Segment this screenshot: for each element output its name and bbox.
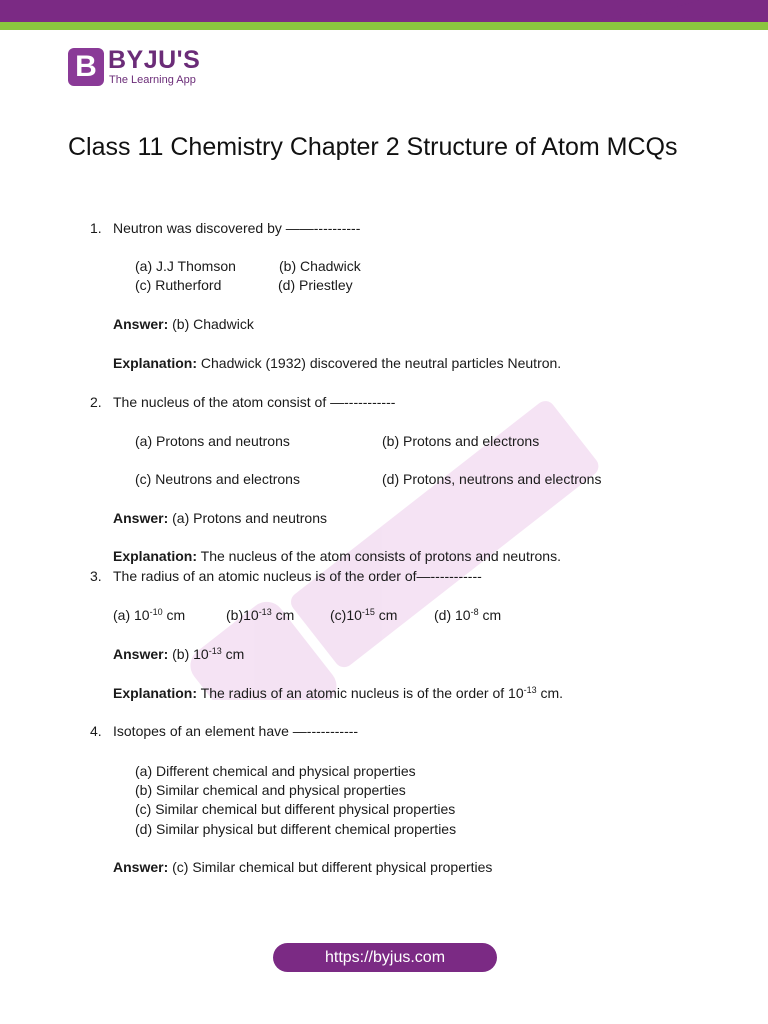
explanation-line <box>113 354 561 372</box>
explanation-line <box>113 684 563 702</box>
option-c <box>330 606 397 624</box>
question-text: The radius of an atomic nucleus is of the order of—----------- <box>113 568 482 584</box>
question-text: Isotopes of an element have —----------- <box>113 723 359 739</box>
option-d-base: (d) 10 <box>434 607 471 623</box>
option-d: (d) Similar physical but different chemical properties <box>135 821 457 837</box>
explanation-text: The radius of an atomic nucleus is of the order of 10 <box>197 685 524 701</box>
option-b <box>226 606 294 624</box>
logo-name: BYJU'S <box>108 46 201 74</box>
answer-line <box>113 315 254 333</box>
answer-label: Answer: <box>113 859 169 875</box>
option-a-base: (a) 10 <box>113 607 150 623</box>
option-a: (a) Protons and neutrons <box>135 433 290 449</box>
option-c-exponent: -15 <box>361 607 375 617</box>
footer-url-link[interactable]: https://byjus.com <box>324 949 446 966</box>
page-title: Class 11 Chemistry Chapter 2 Structure of Atom MCQs <box>68 133 678 161</box>
explanation-label: Explanation: <box>113 355 198 371</box>
option-a: (a) J.J Thomson <box>135 258 236 274</box>
option-d: (d) Priestley <box>278 277 353 293</box>
logo-letter: B <box>75 50 97 83</box>
top-decorative-bar <box>0 0 768 30</box>
answer-text: (b) Chadwick <box>168 316 254 332</box>
logo-tagline: The Learning App <box>109 74 196 86</box>
option-b-exponent: -13 <box>258 607 272 617</box>
answer-exponent: -13 <box>208 646 222 656</box>
answer-unit: cm <box>221 646 245 662</box>
question-text: Neutron was discovered by ——---------- <box>113 220 361 236</box>
option-d: (d) Protons, neutrons and electrons <box>382 471 602 487</box>
byjus-logo <box>68 46 208 90</box>
option-b: (b) Similar chemical and physical properties <box>135 782 406 798</box>
explanation-exponent: -13 <box>523 685 537 695</box>
option-c: (c) Neutrons and electrons <box>135 471 300 487</box>
option-a <box>113 606 185 624</box>
answer-text: (c) Similar chemical but different physical properties <box>168 859 493 875</box>
question-number: 1. <box>90 220 102 236</box>
answer-label: Answer: <box>113 646 169 662</box>
option-c: (c) Rutherford <box>135 277 222 293</box>
answer-line <box>113 645 244 663</box>
explanation-unit: cm. <box>536 685 564 701</box>
option-c-base: (c)10 <box>330 607 362 623</box>
question-text: The nucleus of the atom consist of —----------- <box>113 394 396 410</box>
question-number: 2. <box>90 394 102 410</box>
explanation-text: The nucleus of the atom consists of protons and neutrons. <box>197 548 561 564</box>
option-c: (c) Similar chemical but different physical properties <box>135 801 456 817</box>
option-d-unit: cm <box>478 607 502 623</box>
option-b-base: (b)10 <box>226 607 259 623</box>
answer-label: Answer: <box>113 510 169 526</box>
option-c-unit: cm <box>374 607 398 623</box>
answer-line <box>113 509 327 527</box>
option-b: (b) Chadwick <box>279 258 361 274</box>
explanation-line <box>113 547 561 565</box>
option-d <box>434 606 501 624</box>
question-number: 4. <box>90 723 102 739</box>
explanation-text: Chadwick (1932) discovered the neutral particles Neutron. <box>197 355 562 371</box>
question-number: 3. <box>90 568 102 584</box>
option-a-exponent: -10 <box>149 607 163 617</box>
option-b-unit: cm <box>271 607 295 623</box>
option-d-exponent: -8 <box>470 607 479 617</box>
option-a: (a) Different chemical and physical properties <box>135 763 416 779</box>
answer-base: (b) 10 <box>168 646 209 662</box>
answer-label: Answer: <box>113 316 169 332</box>
answer-text: (a) Protons and neutrons <box>168 510 327 526</box>
option-b: (b) Protons and electrons <box>382 433 540 449</box>
answer-line <box>113 858 492 876</box>
explanation-label: Explanation: <box>113 685 198 701</box>
option-a-unit: cm <box>162 607 186 623</box>
explanation-label: Explanation: <box>113 548 198 564</box>
